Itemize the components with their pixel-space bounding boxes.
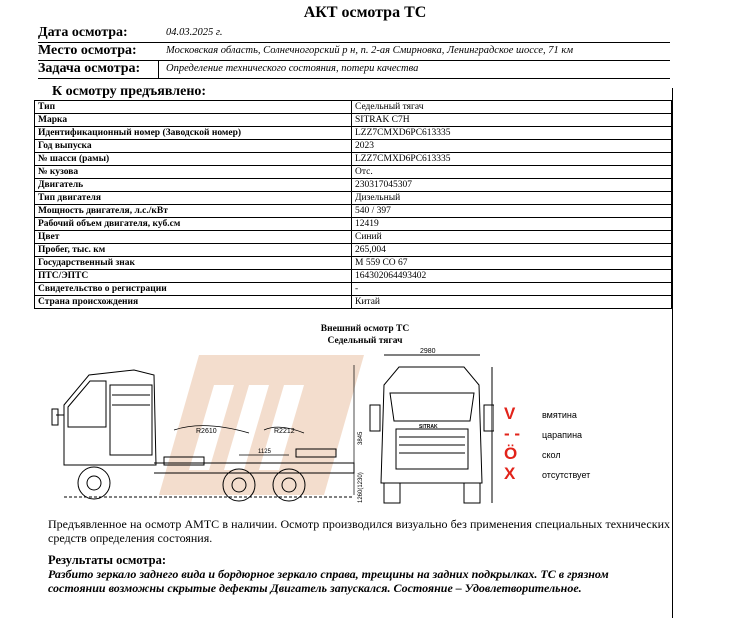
spec-key: Пробег, тыс. км	[35, 244, 352, 257]
header-row-date	[38, 25, 670, 43]
header-value-date: 04.03.2025 г.	[166, 27, 223, 38]
spec-value: Седельный тягач	[352, 101, 672, 114]
front-badge: SITRAK	[419, 424, 438, 430]
spec-value: 265,004	[352, 244, 672, 257]
header-label-date: Дата осмотра:	[38, 25, 128, 40]
spec-value: Синий	[352, 231, 672, 244]
dim-fifth-wheel: 1260(1230)	[358, 472, 364, 503]
dim-height: 3845	[358, 431, 364, 445]
watermark-logo	[159, 355, 364, 495]
dim-axle: 1125	[258, 449, 271, 455]
section-title: К осмотру предъявлено:	[52, 84, 207, 99]
legend-scratch-icon: - -	[504, 424, 521, 443]
spec-key: Государственный знак	[35, 257, 352, 270]
results-heading: Результаты осмотра:	[48, 553, 166, 567]
spec-key: Свидетельство о регистрации	[35, 283, 352, 296]
spec-key: Тип	[35, 101, 352, 114]
header-divider	[158, 61, 159, 78]
legend-scratch-label: царапина	[542, 430, 583, 440]
vehicle-spec-table	[34, 100, 672, 309]
spec-value: LZZ7CMXD6PC613335	[352, 127, 672, 140]
spec-value: 230317045307	[352, 179, 672, 192]
spec-key: Идентификационный номер (Заводской номер)	[35, 127, 352, 140]
spec-row	[35, 257, 672, 270]
inspection-paragraph: Предъявленное на осмотр АМТС в наличии. Осмотр производился визуально без применения специальных технических средств определения состояния.	[48, 517, 670, 545]
defect-legend	[500, 400, 610, 490]
header-label-task: Задача осмотра:	[38, 61, 141, 76]
spec-row	[35, 166, 672, 179]
spec-row	[35, 205, 672, 218]
spec-value: SITRAK C7H	[352, 114, 672, 127]
spec-value: Китай	[352, 296, 672, 309]
spec-row	[35, 218, 672, 231]
spec-row	[35, 179, 672, 192]
dim-r2610: R2610	[196, 428, 217, 435]
legend-dent-icon: V	[504, 404, 516, 423]
spec-key: Марка	[35, 114, 352, 127]
spec-row	[35, 192, 672, 205]
diagram-subcaption: Седельный тягач	[327, 336, 403, 346]
right-border-line	[672, 88, 673, 618]
spec-row	[35, 101, 672, 114]
spec-key: Двигатель	[35, 179, 352, 192]
legend-dent-label: вмятина	[542, 410, 577, 420]
header-row-task	[38, 61, 670, 79]
spec-row	[35, 140, 672, 153]
header-value-task: Определение технического состояния, потери качества	[166, 63, 419, 74]
spec-key: Рабочий объем двигателя, куб.см	[35, 218, 352, 231]
spec-row	[35, 244, 672, 257]
header-label-place: Место осмотра:	[38, 43, 137, 58]
legend-missing-label: отсутствует	[542, 470, 591, 480]
spec-value: -	[352, 283, 672, 296]
document-title: АКТ осмотра ТС	[303, 4, 427, 21]
spec-value: 164302064493402	[352, 270, 672, 283]
spec-value: Дизельный	[352, 192, 672, 205]
spec-key: Мощность двигателя, л.с./кВт	[35, 205, 352, 218]
dim-r2212: R2212	[274, 428, 295, 435]
spec-row	[35, 283, 672, 296]
truck-diagram	[34, 345, 494, 515]
header-value-place: Московская область, Солнечногорский р н, п. 2-ая Смирновка, Ленинградское шоссе, 71 км	[166, 45, 574, 56]
results-text: Разбито зеркало заднего вида и бордюрное зеркало справа, трещины на задних подкрылках. ТС в грязном состоянии возможны скрытые дефекты Двигатель запускался. Состояние – Удовлетворительное.	[48, 567, 609, 595]
spec-row	[35, 127, 672, 140]
spec-key: № шасси (рамы)	[35, 153, 352, 166]
spec-value: 2023	[352, 140, 672, 153]
legend-missing-icon: X	[504, 464, 516, 483]
spec-key: № кузова	[35, 166, 352, 179]
spec-value: 12419	[352, 218, 672, 231]
spec-key: Год выпуска	[35, 140, 352, 153]
spec-row	[35, 296, 672, 309]
header-row-place	[38, 43, 670, 61]
legend-chip-icon: Ö	[504, 444, 518, 463]
spec-key: ПТС/ЭПТС	[35, 270, 352, 283]
spec-row	[35, 153, 672, 166]
spec-row	[35, 231, 672, 244]
legend-chip-label: скол	[542, 450, 561, 460]
spec-key: Тип двигателя	[35, 192, 352, 205]
spec-value: LZZ7CMXD6PC613335	[352, 153, 672, 166]
dim-width: 2980	[420, 348, 436, 355]
spec-row	[35, 114, 672, 127]
diagram-caption: Внешний осмотр ТС	[320, 324, 410, 334]
spec-key: Цвет	[35, 231, 352, 244]
spec-row	[35, 270, 672, 283]
spec-value: М 559 СО 67	[352, 257, 672, 270]
spec-value: 540 / 397	[352, 205, 672, 218]
spec-key: Страна происхождения	[35, 296, 352, 309]
spec-value: Отс.	[352, 166, 672, 179]
